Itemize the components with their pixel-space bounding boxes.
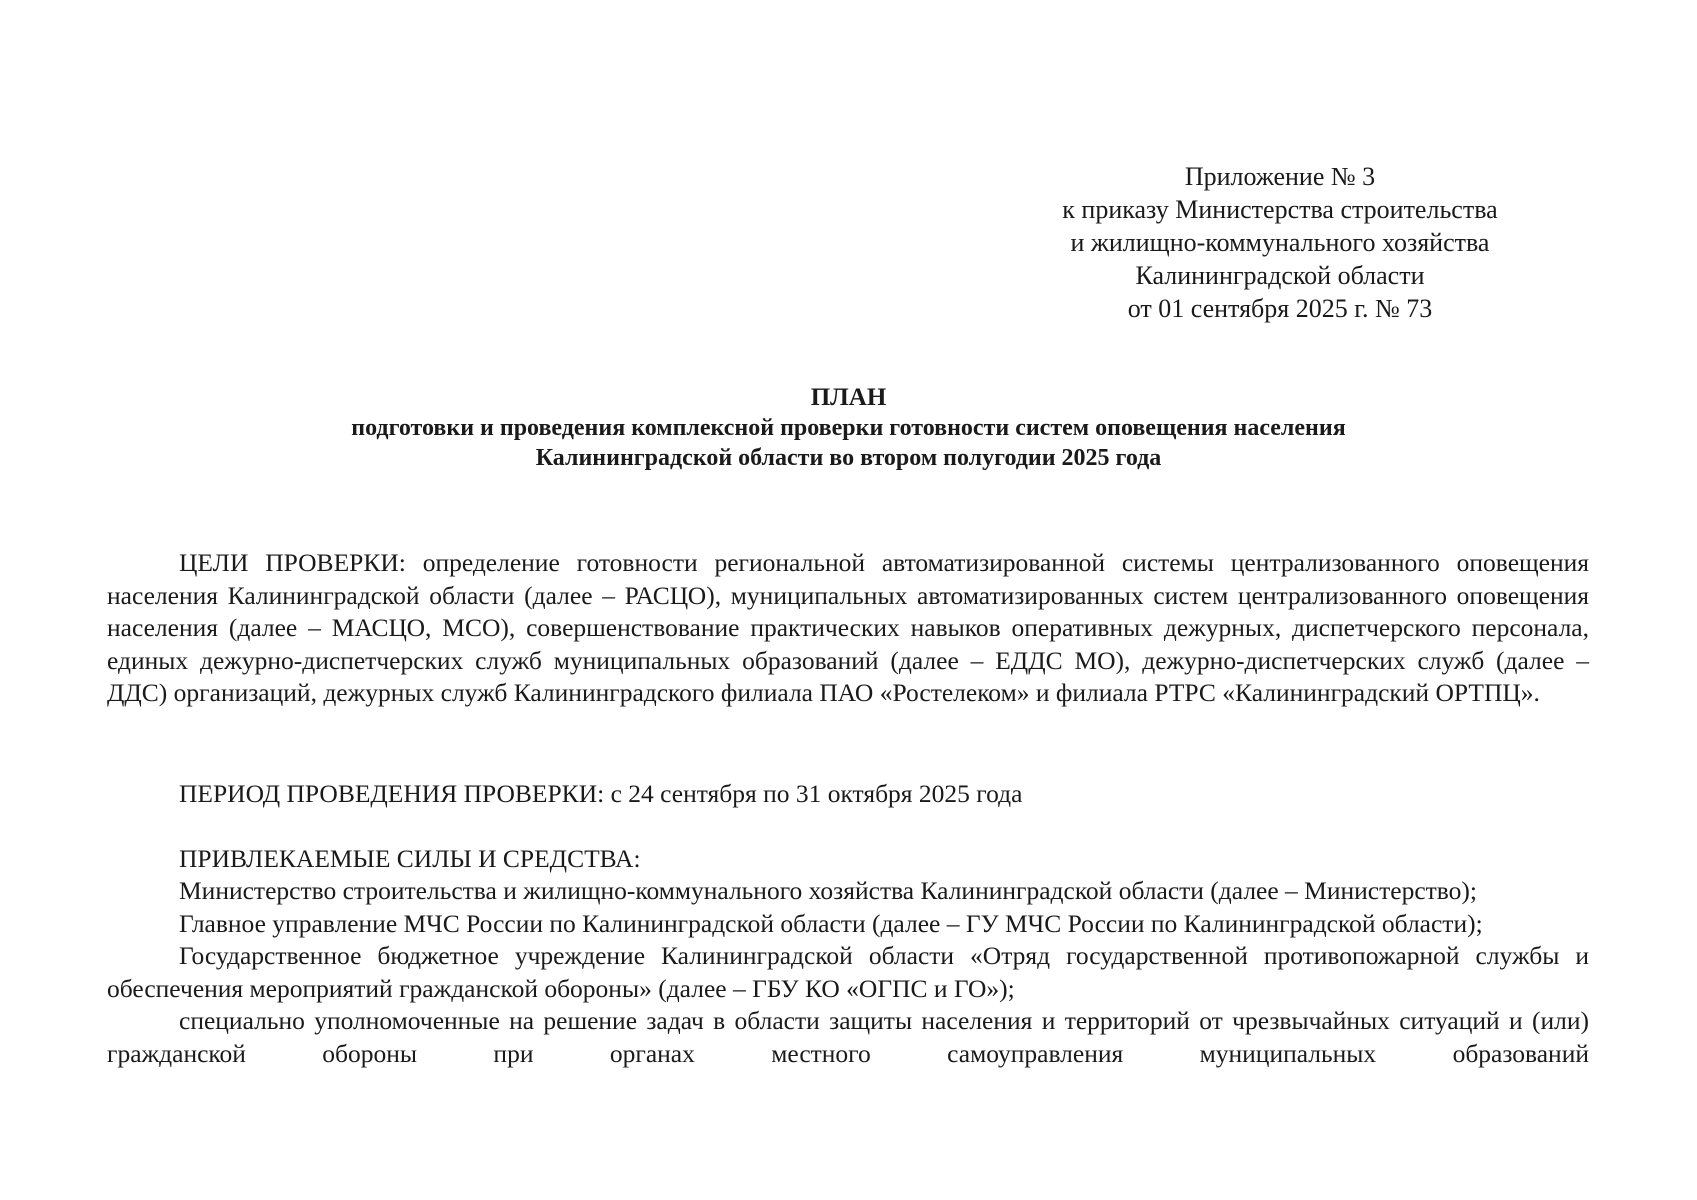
forces-item: Государственное бюджетное учреждение Калининградской области «Отряд государственной противопожарной службы и обеспечения мероприятий гражданской обороны» (далее – ГБУ КО «ОГПС и ГО»); [107,941,1589,1003]
forces-item: Министерство строительства и жилищно-коммунального хозяйства Калининградской области (далее – Министерство); [179,876,1477,905]
title-heading: ПЛАН [810,384,887,411]
period-paragraph: ПЕРИОД ПРОВЕДЕНИЯ ПРОВЕРКИ: с 24 сентября по 31 октября 2025 года [179,779,1023,808]
goals-section [107,547,1589,710]
forces-heading-section [107,843,1589,876]
title-subtitle-line1: подготовки и проведения комплексной проверки готовности систем оповещения населения [351,415,1346,441]
forces-item: Главное управление МЧС России по Калининградской области (далее – ГУ МЧС России по Калининградской области); [179,908,1483,938]
goals-paragraph: ЦЕЛИ ПРОВЕРКИ: определение готовности региональной автоматизированной системы централизованного оповещения населения Калининградской области (далее – РАСЦО), муниципальных автоматизированных систем централизованного оповещения населения (далее – МАСЦО, МСО), совершенствование практических навыков оперативных дежурных, диспетчерского персонала, единых дежурно-диспетчерских служб муниципальных образований (далее – ЕДДС МО), дежурно-диспетчерских служб (далее – ДДС) организаций, дежурных служб Калининградского филиала ПАО «Ростелеком» и филиала РТРС «Калининградский ОРТПЦ». [107,548,1589,707]
title-subtitle-line2: Калининградской области во втором полугодии 2025 года [535,445,1162,471]
period-section [107,778,1589,811]
forces-list [107,875,1589,1070]
forces-heading: ПРИВЛЕКАЕМЫЕ СИЛЫ И СРЕДСТВА: [179,844,641,873]
document-title [100,383,1597,473]
appendix-line: от 01 сентября 2025 г. № 73 [1127,294,1433,323]
appendix-line: к приказу Министерства строительства [1062,195,1498,224]
appendix-header [1050,160,1510,325]
appendix-line: и жилищно-коммунального хозяйства [1070,228,1490,257]
forces-item: специально уполномоченные на решение задач в области защиты населения и территорий от чрезвычайных ситуаций и (или) гражданской обороны при органах местного самоуправления муниципальных образований [107,1006,1589,1068]
appendix-line: Приложение № 3 [1184,162,1376,191]
appendix-line: Калининградской области [1135,261,1425,290]
